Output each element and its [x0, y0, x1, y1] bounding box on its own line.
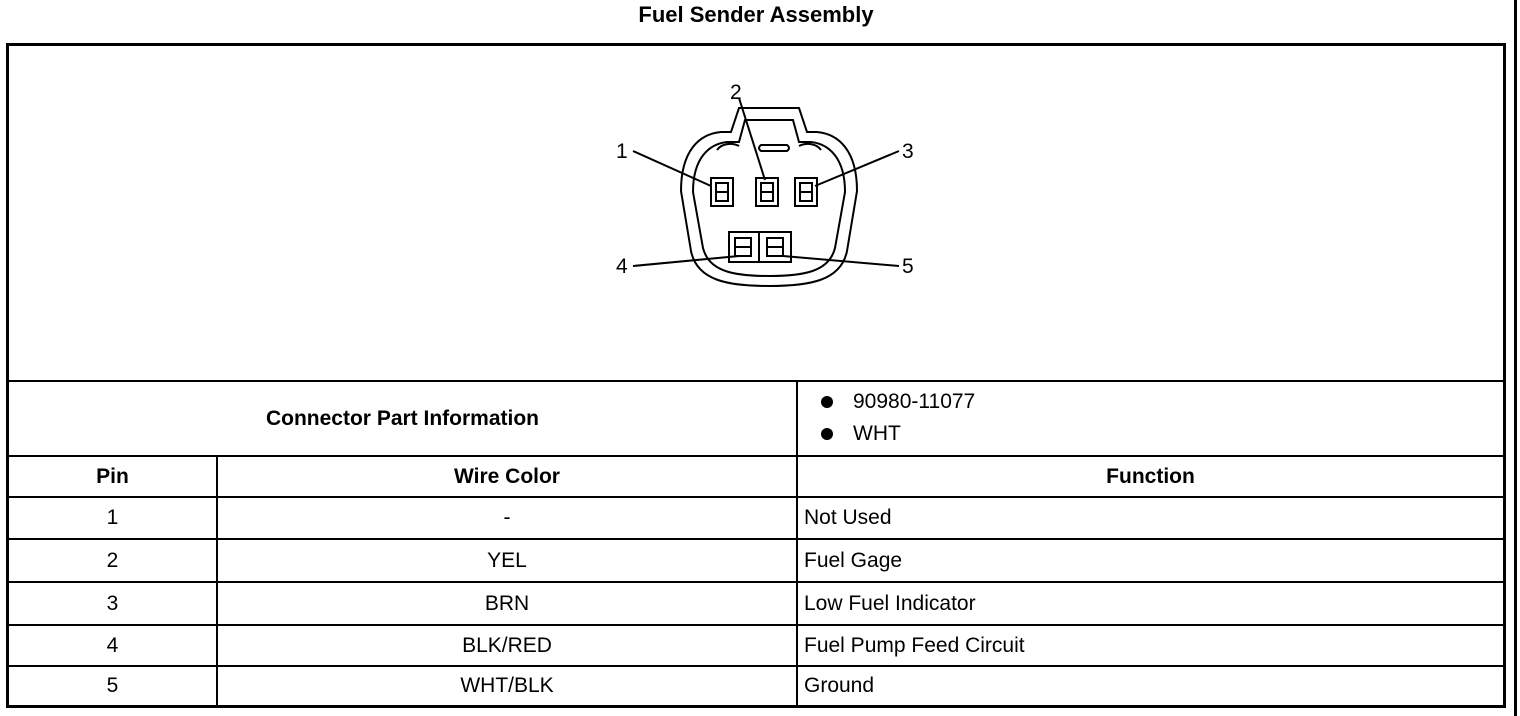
bullet-icon	[821, 396, 833, 408]
part-number: 90980-11077	[853, 390, 976, 413]
bullet-icon	[821, 428, 833, 440]
row-4-wire-color: BLK/RED	[462, 633, 552, 657]
header-function: Function	[1106, 464, 1195, 488]
row-4-pin: 4	[106, 633, 119, 657]
row-2-wire-color: YEL	[487, 548, 527, 572]
row-3-pin: 3	[106, 591, 119, 615]
pin-label-4: 4	[616, 255, 628, 278]
row-2-pin: 2	[106, 548, 119, 572]
row-3-function: Low Fuel Indicator	[804, 591, 976, 615]
right-border	[1514, 0, 1517, 716]
part-info-label: Connector Part Information	[265, 406, 539, 430]
row-4-function: Fuel Pump Feed Circuit	[804, 633, 1025, 657]
row-2-function: Fuel Gage	[804, 548, 903, 572]
pin-label-5: 5	[902, 255, 914, 278]
connector-diagram	[9, 46, 1503, 380]
part-info-item	[821, 386, 975, 418]
row-1-function: Not Used	[804, 506, 892, 529]
row-5-pin: 5	[106, 674, 119, 697]
page-title: Fuel Sender Assembly	[638, 2, 874, 27]
row-5-wire-color: WHT/BLK	[460, 674, 554, 697]
part-info-list	[821, 386, 975, 450]
connector-face-drawing	[9, 46, 1503, 380]
connector-color: WHT	[853, 422, 901, 445]
pin-label-3: 3	[902, 140, 914, 163]
row-1-pin: 1	[106, 506, 119, 529]
row-1-wire-color: -	[503, 506, 511, 529]
part-info-item	[821, 418, 975, 450]
pin-label-1: 1	[616, 140, 628, 163]
row-5-function: Ground	[804, 674, 875, 697]
header-wire-color: Wire Color	[454, 464, 560, 488]
pin-label-2: 2	[730, 81, 742, 104]
row-3-wire-color: BRN	[484, 591, 530, 615]
connector-table	[6, 43, 1506, 708]
header-pin: Pin	[96, 464, 129, 488]
